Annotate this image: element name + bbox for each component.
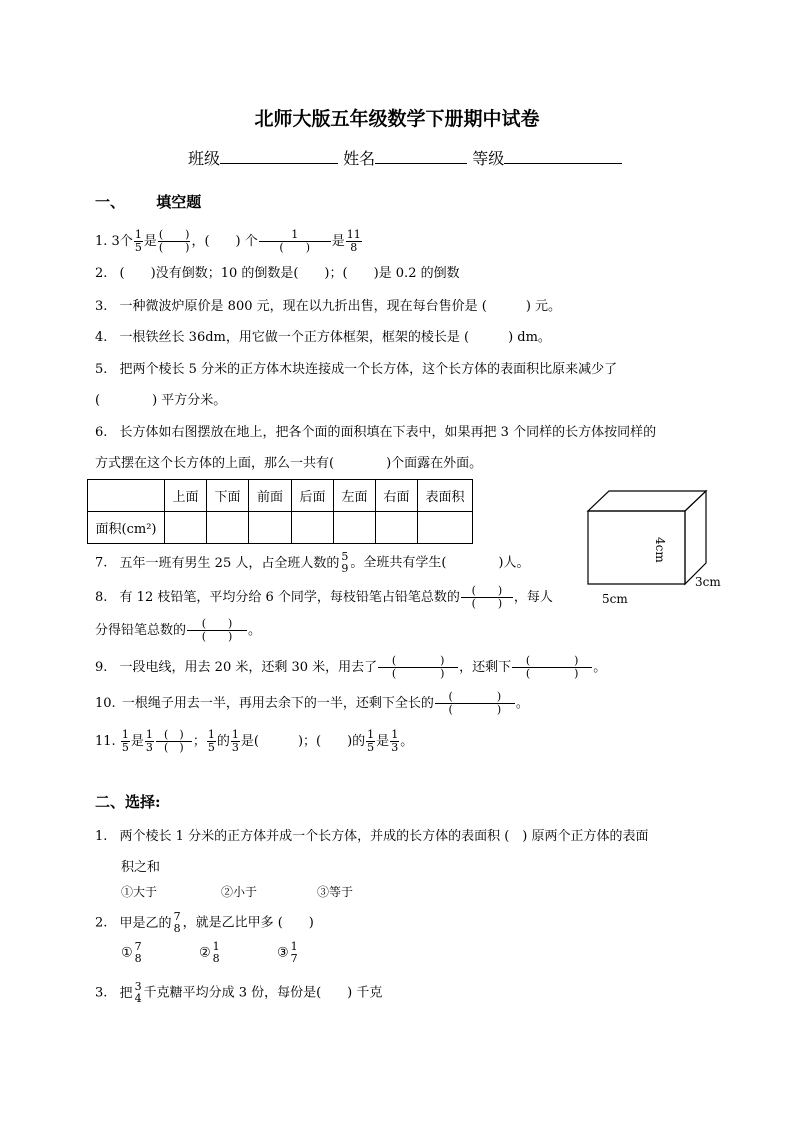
text: 千克糖平均分成 3 份，每份是( ) 千克 xyxy=(143,985,383,1001)
question-text: 一种微波炉原价是 800 元，现在以九折出售，现在每台售价是 ( ) 元。 xyxy=(119,299,562,314)
text: 甲是乙的 xyxy=(119,915,172,931)
question-number: 3. xyxy=(95,299,108,314)
question-text: 长方体如右图摆放在地上，把各个面的面积填在下表中，如果再把 3 个同样的长方体按同样的 xyxy=(119,425,657,440)
question-1-2 xyxy=(95,265,460,283)
section1-heading xyxy=(95,191,201,212)
text: 。 xyxy=(248,623,262,638)
fraction: 7 8 xyxy=(173,910,181,935)
option-c[interactable]: ③ 1 7 xyxy=(277,940,298,965)
question-1-11 xyxy=(95,729,413,754)
text: 是 xyxy=(143,234,157,249)
text: 是 xyxy=(376,734,390,749)
section2-heading: 二、选择: xyxy=(95,793,161,811)
question-number: 3. xyxy=(95,985,108,1001)
table-header-cell: 表面积 xyxy=(418,480,473,512)
question-1-3 xyxy=(95,298,561,316)
question-number: 9. xyxy=(95,660,108,675)
answer-fraction[interactable]: $\frac{( )}{( )}$ xyxy=(461,585,513,610)
table-header-row xyxy=(88,480,473,512)
answer-cell[interactable] xyxy=(418,512,473,544)
option-a[interactable]: ①大于 xyxy=(121,885,158,899)
question-1-4 xyxy=(95,329,551,347)
question-2-3 xyxy=(95,981,382,1005)
text: 。 xyxy=(400,734,414,749)
question-number: 2. xyxy=(95,915,108,931)
question-number: 6. xyxy=(95,425,108,440)
question-number: 11. xyxy=(95,734,116,749)
text: 有 12 枝铅笔，平均分给 6 个同学，每枝铅笔占铅笔总数的 xyxy=(119,590,460,605)
text: ，还剩下 xyxy=(459,660,512,675)
answer-cell[interactable] xyxy=(165,512,207,544)
cuboid-diagram xyxy=(580,486,730,606)
text: ； xyxy=(192,734,206,749)
text: 一根绳子用去一半，再用去余下的一半，还剩下全长的 xyxy=(121,696,434,711)
answer-cell[interactable] xyxy=(249,512,292,544)
question-number: 4. xyxy=(95,330,108,345)
question-2-1 xyxy=(95,828,649,846)
question-number: 2. xyxy=(95,266,108,281)
fraction: $\frac{1}{5}$ xyxy=(367,728,375,754)
fraction: $\frac{1}{3}$ xyxy=(145,728,153,754)
text: 是 xyxy=(331,234,345,249)
text: 。 xyxy=(593,660,607,675)
student-info-header xyxy=(188,146,622,169)
answer-cell[interactable] xyxy=(292,512,334,544)
question-1-7 xyxy=(95,551,530,575)
cuboid-width-label: 3cm xyxy=(695,575,721,589)
fraction: $\frac{1}{5}$ xyxy=(207,728,215,754)
answer-fraction[interactable]: $\frac{( )}{( )}$ xyxy=(158,228,190,254)
table-header-cell: 上面 xyxy=(165,480,207,512)
fraction: 5 9 xyxy=(341,550,349,575)
answer-cell[interactable] xyxy=(207,512,249,544)
cuboid-front-face xyxy=(588,511,685,584)
area-table xyxy=(87,479,473,544)
table-row xyxy=(88,512,473,544)
cuboid-side-face xyxy=(685,491,706,584)
question-text: ( )没有倒数；10 的倒数是( )；( )是 0.2 的倒数 xyxy=(119,266,460,281)
question-2-2 xyxy=(95,911,314,935)
text: 。全班共有学生( )人。 xyxy=(350,555,530,571)
fraction: $\frac{1}{3}$ xyxy=(391,728,399,754)
question-number: 7. xyxy=(95,555,108,571)
question-2-2-options xyxy=(121,941,300,965)
cuboid-length-label: 5cm xyxy=(602,592,628,606)
name-blank[interactable] xyxy=(375,163,467,164)
table-header-cell: 右面 xyxy=(376,480,418,512)
question-1-1 xyxy=(95,229,363,254)
answer-fraction[interactable]: $\frac{( )}{( )}$ xyxy=(187,618,247,643)
question-1-8-line2 xyxy=(95,618,261,643)
text: 是 xyxy=(130,734,144,749)
option-a[interactable]: ① 7 8 xyxy=(121,940,142,965)
fraction: $\frac{1}{5}$ xyxy=(121,728,129,754)
class-blank[interactable] xyxy=(220,163,338,164)
question-1-6 xyxy=(95,424,656,442)
table-header-cell xyxy=(88,480,165,512)
question-number: 8. xyxy=(95,590,108,605)
answer-cell[interactable] xyxy=(334,512,376,544)
answer-fraction[interactable]: $\frac{( )}{( )}$ xyxy=(156,729,192,754)
question-text: 两个棱长 1 分米的正方体并成一个长方体，并成的长方体的表面积 ( ) 原两个正方体的表面 xyxy=(119,829,649,844)
option-b[interactable]: ②小于 xyxy=(221,885,258,899)
answer-fraction[interactable]: $\frac{( )}{( )}$ xyxy=(378,655,458,680)
table-header-cell: 左面 xyxy=(334,480,376,512)
text: ，( ) 个 xyxy=(191,234,258,249)
table-row-label: 面积(cm²) xyxy=(88,512,165,544)
section1-number: 一、 xyxy=(95,193,126,211)
question-1-10 xyxy=(95,691,529,716)
option-c[interactable]: ③等于 xyxy=(317,885,354,899)
question-1-5-line2: ( ) 平方分米。 xyxy=(95,393,227,408)
question-number: 1. xyxy=(95,234,108,249)
text: ，就是乙比甲多 ( ) xyxy=(182,915,314,931)
grade-label: 等级 xyxy=(472,149,505,168)
question-2-1-options xyxy=(121,883,353,901)
answer-fraction[interactable]: $\frac{1}{( )}$ xyxy=(259,229,331,254)
question-1-5 xyxy=(95,361,617,379)
page-title: 北师大版五年级数学下册期中试卷 xyxy=(254,108,540,130)
text: 。 xyxy=(515,696,529,711)
question-number: 1. xyxy=(95,829,108,844)
text: 五年一班有男生 25 人，占全班人数的 xyxy=(119,555,340,571)
text: 3个 xyxy=(111,234,133,249)
table-header-cell: 前面 xyxy=(249,480,292,512)
question-1-6-line2: 方式摆在这个长方体的上面，那么一共有( )个面露在外面。 xyxy=(95,456,483,471)
question-text: 一根铁丝长 36dm，用它做一个正方体框架，框架的棱长是 ( ) dm。 xyxy=(119,330,551,345)
class-label: 班级 xyxy=(188,149,221,168)
question-1-9 xyxy=(95,655,606,680)
fraction: $\frac{1}{5}$ xyxy=(134,228,142,254)
table-header-cell: 后面 xyxy=(292,480,334,512)
text: 的 xyxy=(216,734,230,749)
fraction: 3 4 xyxy=(134,980,142,1005)
question-text: 把两个棱长 5 分米的正方体木块连接成一个长方体，这个长方体的表面积比原来减少了 xyxy=(119,362,618,377)
answer-fraction[interactable]: $\frac{( )}{( )}$ xyxy=(435,691,515,716)
cuboid-height-label: 4cm xyxy=(653,537,667,563)
text: 把 xyxy=(119,985,133,1001)
grade-blank[interactable] xyxy=(504,163,622,164)
answer-cell[interactable] xyxy=(376,512,418,544)
question-number: 10. xyxy=(95,696,116,711)
text: ，每人 xyxy=(513,590,553,605)
name-label: 姓名 xyxy=(343,149,376,168)
text: 是( )；( )的 xyxy=(240,734,366,749)
question-1-8 xyxy=(95,585,553,610)
fraction: $\frac{1}{3}$ xyxy=(231,728,239,754)
text: 一段电线，用去 20 米，还剩 30 米，用去了 xyxy=(119,660,378,675)
question-number: 5. xyxy=(95,362,108,377)
text: 分得铅笔总数的 xyxy=(95,623,187,638)
answer-fraction[interactable]: $\frac{( )}{( )}$ xyxy=(512,655,592,680)
option-b[interactable]: ② 1 8 xyxy=(199,940,220,965)
table-header-cell: 下面 xyxy=(207,480,249,512)
question-2-1-line2: 积之和 xyxy=(121,860,161,875)
section1-title: 填空题 xyxy=(156,193,202,211)
fraction: $\frac{11}{8}$ xyxy=(346,228,361,254)
